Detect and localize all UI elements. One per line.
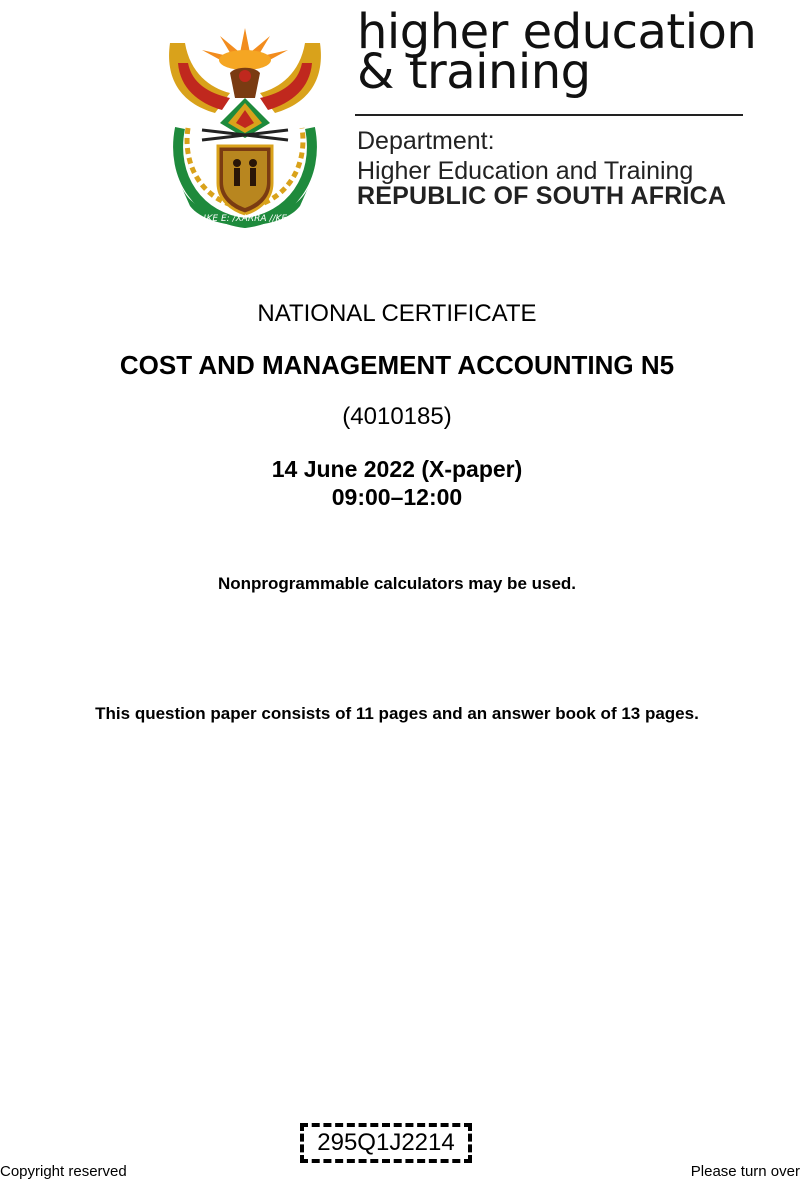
svg-text:!KE E: /XARRA //KE: !KE E: /XARRA //KE [202,214,288,224]
subject-code: (4010185) [342,403,452,430]
exam-date: 14 June 2022 (X-paper) [271,456,523,482]
logo-line2: & training [357,44,591,100]
subject-title: COST AND MANAGEMENT ACCOUNTING N5 [119,350,675,380]
republic-name: REPUBLIC OF SOUTH AFRICA [357,182,727,210]
certificate-title: NATIONAL CERTIFICATE [257,300,537,327]
coat-of-arms-logo [160,18,330,233]
department-label: Department: [357,127,495,155]
department-block [357,126,693,186]
department-name: Higher Education and Training [357,157,694,185]
copyright-text: Copyright reserved [0,1163,127,1180]
paper-code-box: 295Q1J2214 [300,1123,472,1163]
turn-over-text: Please turn over [690,1163,800,1180]
logo-divider [355,114,743,116]
logo-wordmark [357,4,757,100]
pages-note: This question paper consists of 11 pages and an answer book of 13 pages. [95,704,699,723]
exam-time: 09:00–12:00 [331,484,463,510]
logo-line1: higher education [357,4,757,60]
calculator-note: Nonprogrammable calculators may be used. [217,574,577,593]
exam-date-block [0,455,794,511]
